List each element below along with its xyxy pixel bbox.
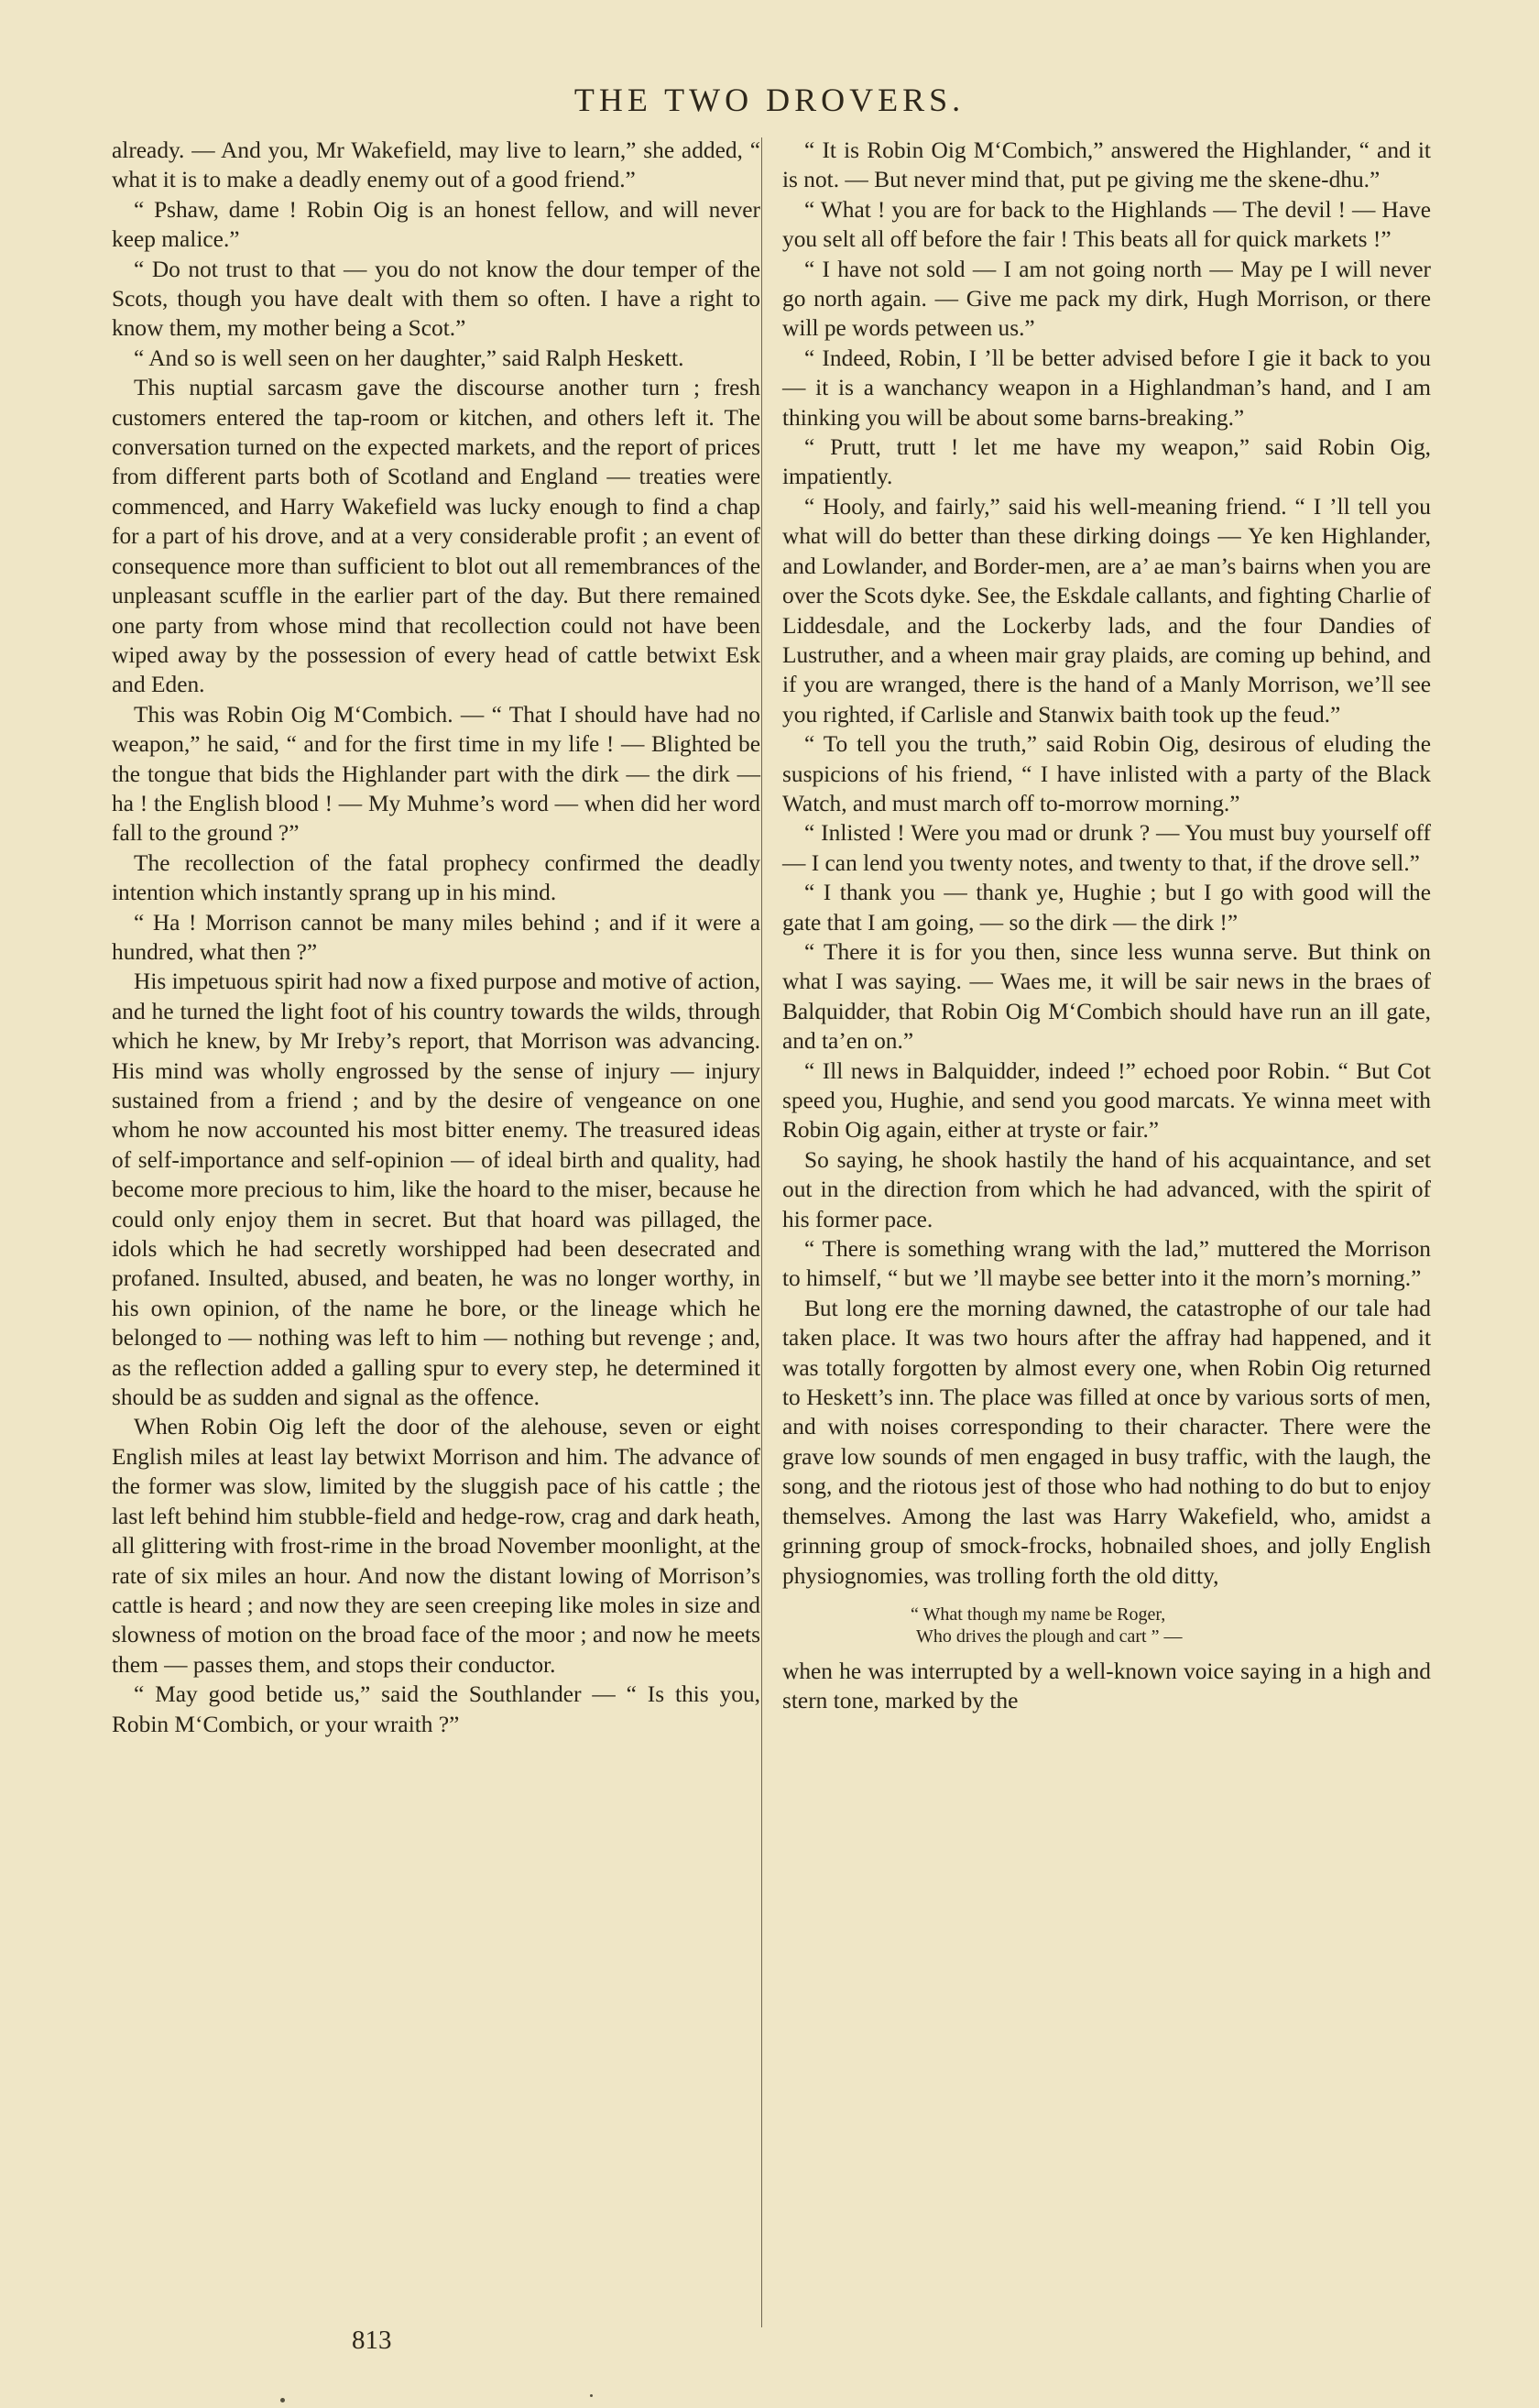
paragraph: “ Ill news in Balquidder, indeed !” echoed poor Robin. “ But Cot speed you, Hughie, and send you good marcats. Ye winna meet with Robin Oig again, either at tryste or fair.” [782,1057,1431,1144]
right-column-paragraphs [782,136,1431,1591]
paragraph: “ Pshaw, dame ! Robin Oig is an honest fellow, and will never keep malice.” [112,196,760,253]
left-column [112,136,760,1739]
paragraph: “ There is something wrang with the lad,” muttered the Morrison to himself, “ but we ’ll maybe see better into it the morn’s morning.” [782,1236,1431,1292]
paragraph: So saying, he shook hastily the hand of his acquaintance, and set out in the direction from which he had advanced, with the spirit of his former pace. [782,1146,1431,1232]
column-rule [761,137,762,2327]
paragraph: “ And so is well seen on her daughter,” said Ralph Heskett. [134,345,684,371]
paragraph: “ Do not trust to that — you do not know the dour temper of the Scots, though you have dealt with them so often. I have a right to know them, my mother being a Scot.” [112,256,760,342]
paragraph: “ There it is for you then, since less wunna serve. But think on what I was saying. — Waes me, it will be sair news in the braes of Balquidder, that Robin Oig M‘Combich should have run an ill gate, and ta’en on.” [782,938,1431,1055]
paragraph: “ May good betide us,” said the Southlander — “ Is this you, Robin M‘Combich, or your wraith ?” [112,1681,760,1737]
paragraph: This was Robin Oig M‘Combich. — “ That I should have had no weapon,” he said, “ and for the first time in my life ! — Blighted be the tongue that bids the Highlander part with the dirk — the dirk — ha ! the English blood ! — My Muhme’s word — when did her word fall to the ground ?” [112,701,760,847]
paragraph: “ Inlisted ! Were you mad or drunk ? — You must buy yourself off — I can lend you twenty notes, and twenty to that, if the drove sell.” [782,820,1431,876]
paragraph: But long ere the morning dawned, the catastrophe of our tale had taken place. It was two hours after the affray had happened, and it was totally forgotten by almost every one, when Robin Oig returned to Heskett’s inn. The place was filled at once by various sorts of men, and with noises corresponding to their character. There were the grave low sounds of men engaged in busy traffic, with the laugh, the song, and the riotous jest of those who had nothing to do but to enjoy themselves. Among the last was Harry Wakefield, who, amidst a grinning group of smock-frocks, hobnailed shoes, and jolly English physiognomies, was trolling forth the old ditty, [782,1295,1431,1589]
paragraph: “ It is Robin Oig M‘Combich,” answered the Highlander, “ and it is not. — But never mind that, put pe giving me the skene-dhu.” [782,137,1431,193]
paragraph: When Robin Oig left the door of the alehouse, seven or eight English miles at least lay betwixt Morrison and him. The advance of the former was slow, limited by the sluggish pace of his cattle ; the last left behind him stubble-field and hedge-row, crag and dark heath, all glittering with frost-rime in the broad November moonlight, at the rate of six miles an hour. And now the distant lowing of Morrison’s cattle is heard ; and now they are seen creeping like moles in size and slowness of motion on the broad face of the moor ; and now he meets them — passes them, and stops their conductor. [112,1414,760,1678]
verse-line: Who drives the plough and cart ” — [916,1625,1183,1647]
verse-line: “ What though my name be Roger, [911,1604,1166,1625]
paragraph: already. — And you, Mr Wakefield, may live to learn,” she added, “ what it is to make a deadly enemy out of a good friend.” [112,137,760,193]
paragraph: “ Hooly, and fairly,” said his well-meaning friend. “ I ’ll tell you what will do better than these dirking doings — Ye ken Highlander, and Lowlander, and Border-men, are a’ ae man’s bairns when you are over the Scots dyke. See, the Eskdale callants, and fighting Charlie of Liddesdale, and the Lockerby lads, and the four Dandies of Lustruther, and a wheen mair gray plaids, are coming up behind, and if you are wranged, there is the hand of a Manly Morrison, we’ll see you righted, if Carlisle and Stanwix baith took up the feud.” [782,493,1431,728]
print-speck [280,2398,285,2403]
print-speck [590,2394,593,2397]
paragraph: “ What ! you are for back to the Highlands — The devil ! — Have you selt all off before the fair ! This beats all for quick markets !” [782,196,1431,253]
paragraph: when he was interrupted by a well-known voice saying in a high and stern tone, marked by the [782,1658,1431,1714]
right-column [782,136,1431,1716]
paragraph: “ I have not sold — I am not going north — May pe I will never go north again. — Give me pack my dirk, Hugh Morrison, or there will pe words petween us.” [782,256,1431,342]
paragraph: “ To tell you the truth,” said Robin Oig, desirous of eluding the suspicions of his friend, “ I have inlisted with a party of the Black Watch, and must march off to-morrow morning.” [782,731,1431,816]
paragraph: “ Prutt, trutt ! let me have my weapon,” said Robin Oig, impatiently. [782,434,1431,490]
paragraph: “ Ha ! Morrison cannot be many miles behind ; and if it were a hundred, what then ?” [112,909,760,965]
paragraph: This nuptial sarcasm gave the discourse another turn ; fresh customers entered the tap-room or kitchen, and others left it. The conversation turned on the expected markets, and the report of prices from different parts both of Scotland and England — treaties were commenced, and Harry Wakefield was lucky enough to find a chap for a part of his drove, and at a very considerable profit ; an event of consequence more than sufficient to blot out all remembrances of the unpleasant scuffle in the earlier part of the day. But there remained one party from whose mind that recollection could not have been wiped away by the possession of every head of cattle betwixt Esk and Eden. [112,375,760,698]
paragraph: “ I thank you — thank ye, Hughie ; but I go with good will the gate that I am going, — so the dirk — the dirk !” [782,880,1431,936]
paragraph: “ Indeed, Robin, I ’ll be better advised before I gie it back to you — it is a wanchancy weapon in a Highlandman’s hand, and I am thinking you will be about some barns-breaking.” [782,345,1431,431]
running-head: THE TWO DROVERS. [573,82,966,118]
paragraph: The recollection of the fatal prophecy confirmed the deadly intention which instantly sprang up in his mind. [112,849,760,906]
page-number: 813 [352,2326,392,2355]
verse-quotation [782,1604,1431,1647]
paragraph: His impetuous spirit had now a fixed purpose and motive of action, and he turned the light foot of his country towards the wilds, through which he knew, by Mr Ireby’s report, that Morrison was advancing. His mind was wholly engrossed by the sense of injury — injury sustained from a friend ; and by the desire of vengeance on one whom he now accounted his most bitter enemy. The treasured ideas of self-importance and self-opinion — of ideal birth and quality, had become more precious to him, like the hoard to the miser, because he could only enjoy them in secret. But that hoard was pillaged, the idols which he had secretly worshipped had been desecrated and profaned. Insulted, abused, and beaten, he was no longer worthy, in his own opinion, of the name he bore, or the lineage which he belonged to — nothing was left to him — nothing but revenge ; and, as the reflection added a galling spur to every step, he determined it should be as sudden and signal as the offence. [112,969,761,1411]
